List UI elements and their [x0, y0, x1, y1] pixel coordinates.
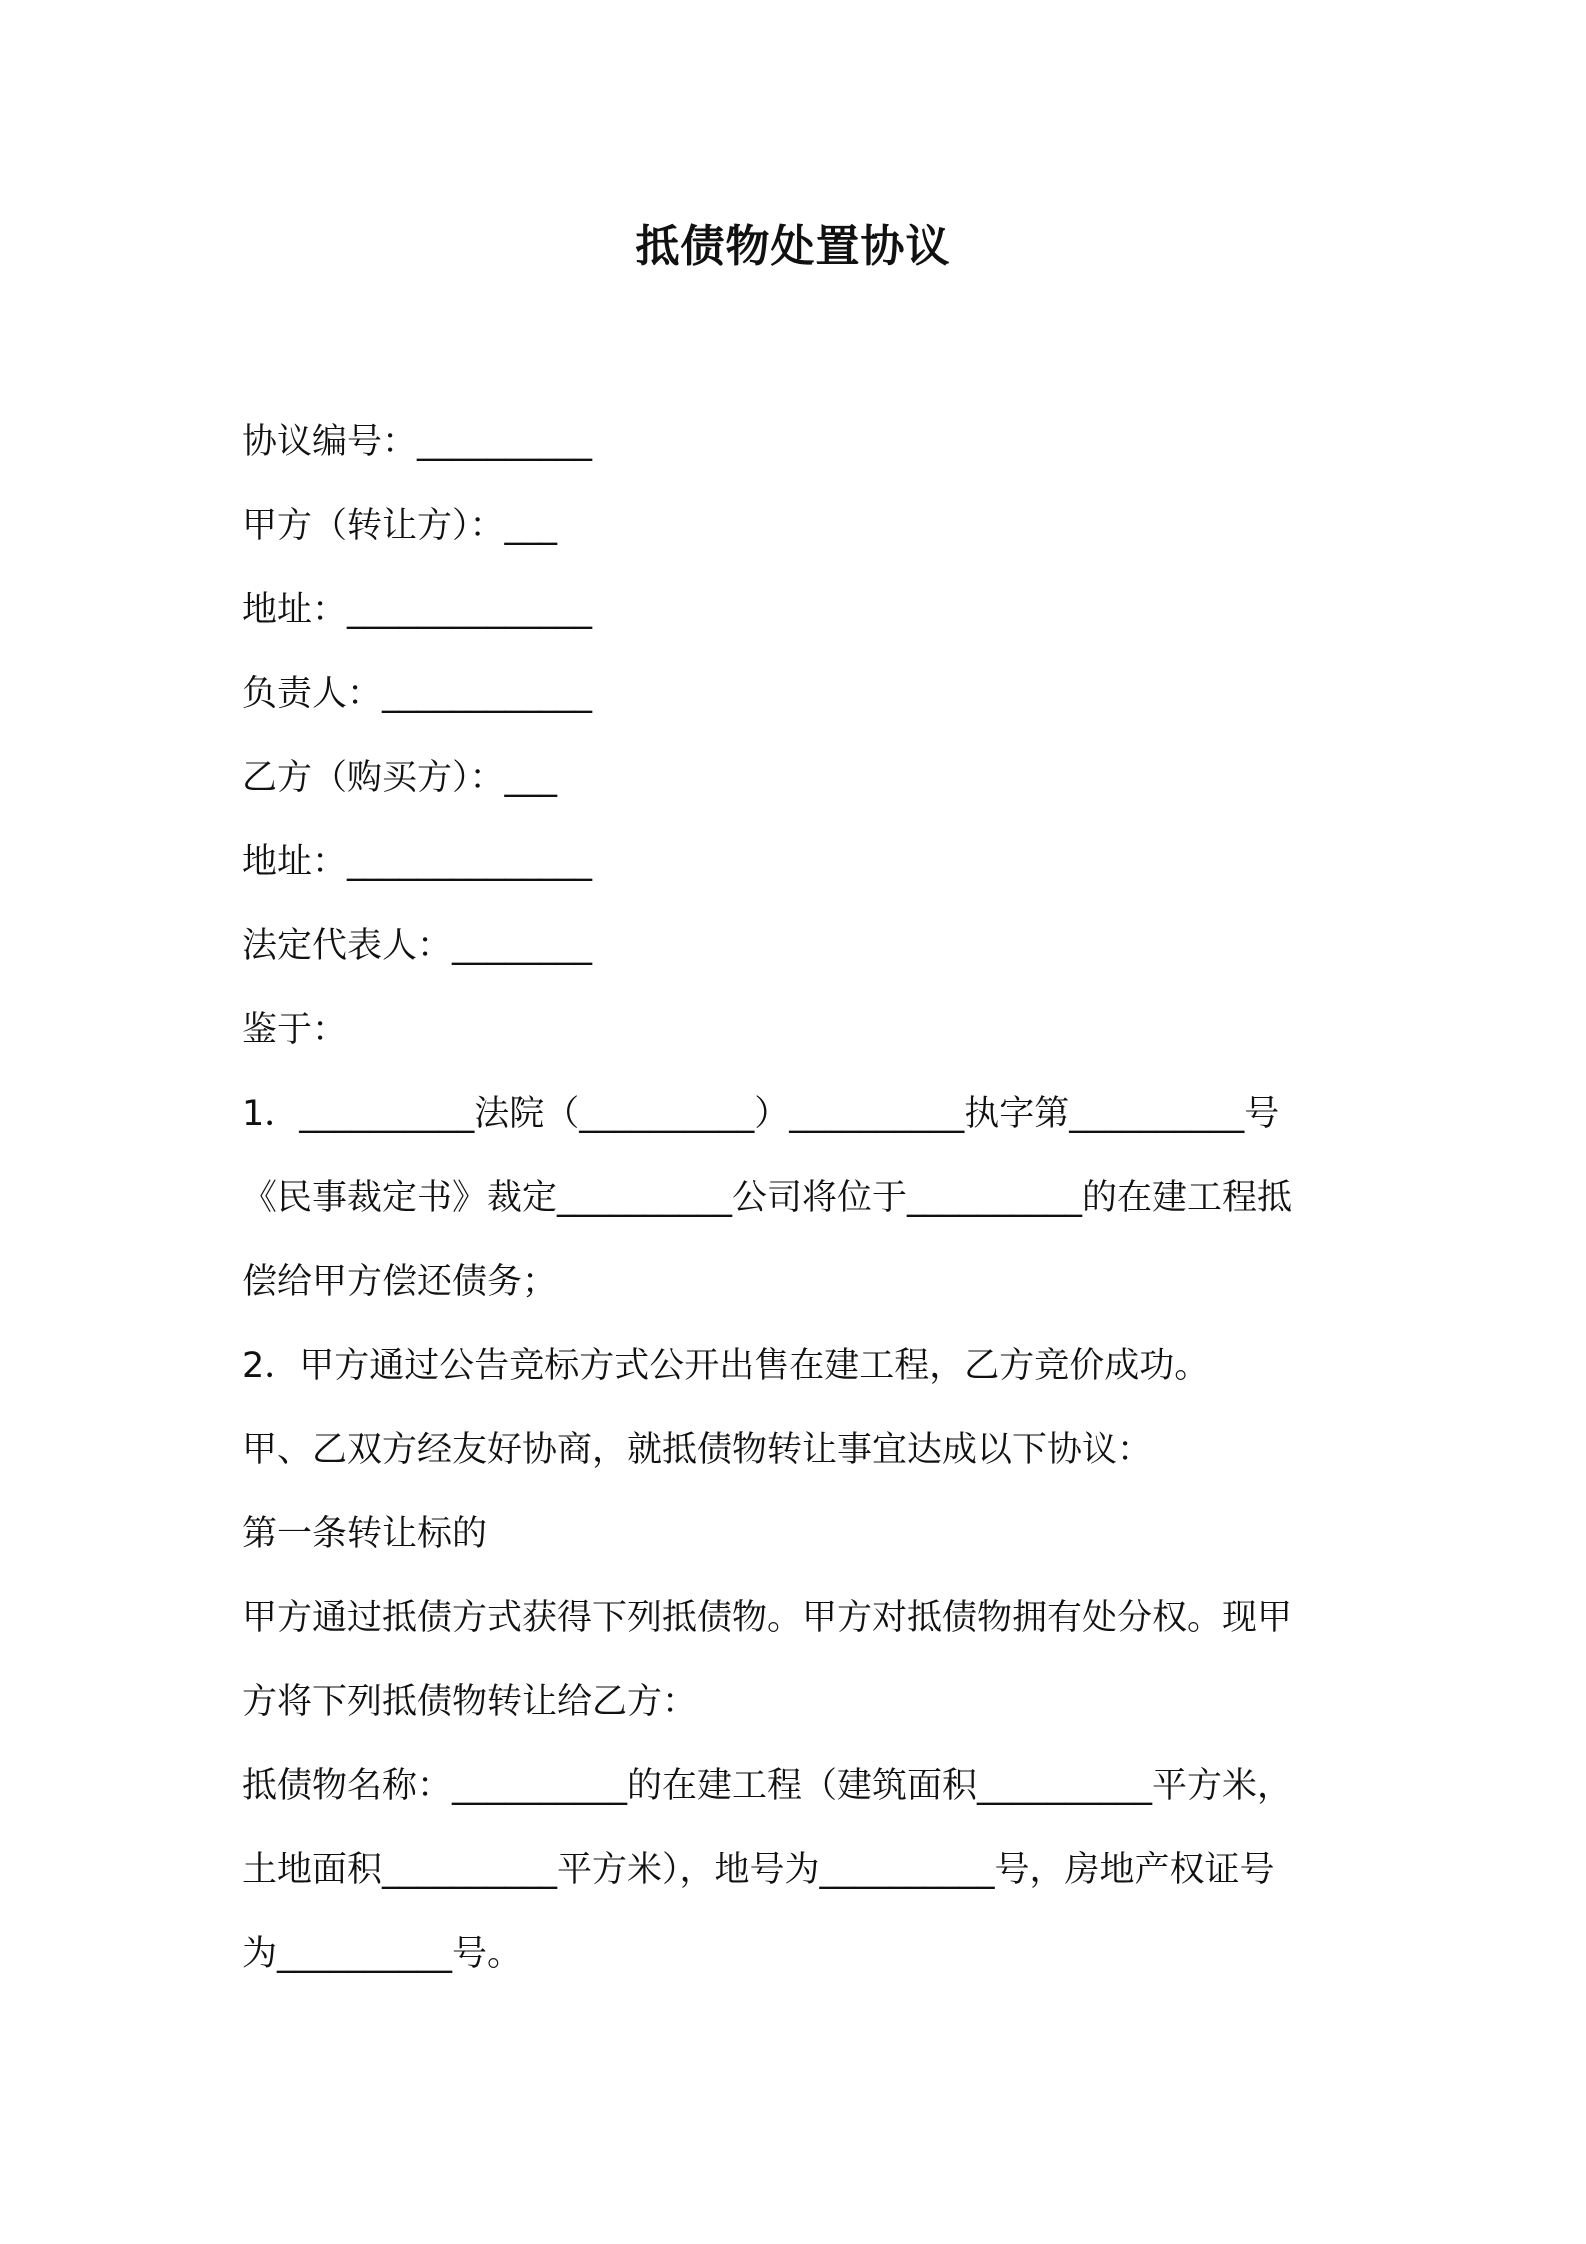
asset-description-line-2: 土地面积__________平方米），地号为__________号，房地产权证号: [242, 1850, 1275, 1890]
whereas-heading: 鉴于：: [242, 1010, 348, 1050]
article-1-paragraph-line-1: 甲方通过抵债方式获得下列抵债物。甲方对抵债物拥有处分权。现甲: [242, 1598, 1293, 1638]
legal-representative-line: 法定代表人：________: [242, 926, 593, 966]
party-a-responsible-person-line: 负责人：____________: [242, 674, 593, 714]
agreement-intro: 甲、乙双方经友好协商，就抵债物转让事宜达成以下协议：: [242, 1430, 1153, 1470]
article-1-paragraph-line-2: 方将下列抵债物转让给乙方：: [242, 1682, 698, 1722]
whereas-clause-2: 2．甲方通过公告竞标方式公开出售在建工程，乙方竞价成功。: [242, 1346, 1210, 1386]
article-1-heading: 第一条转让标的: [242, 1514, 488, 1554]
party-b-line: 乙方（购买方）：___: [242, 758, 558, 798]
party-a-line: 甲方（转让方）：___: [242, 506, 558, 546]
document-body: [242, 400, 1352, 1996]
asset-description-line-1: 抵债物名称：__________的在建工程（建筑面积__________平方米，: [242, 1766, 1293, 1806]
document-title: 抵债物处置协议: [635, 221, 951, 272]
asset-description-line-3: 为__________号。: [242, 1934, 523, 1974]
whereas-clause-1-line-1: 1．__________法院（__________）__________执字第__________号: [242, 1094, 1280, 1134]
party-b-address-line: 地址：______________: [242, 842, 593, 882]
agreement-number-line: 协议编号：__________: [242, 422, 593, 462]
whereas-clause-1-line-3: 偿给甲方偿还债务；: [242, 1262, 558, 1302]
whereas-clause-1-line-2: 《民事裁定书》裁定__________公司将位于__________的在建工程抵: [242, 1178, 1293, 1218]
party-a-address-line: 地址：______________: [242, 590, 593, 630]
